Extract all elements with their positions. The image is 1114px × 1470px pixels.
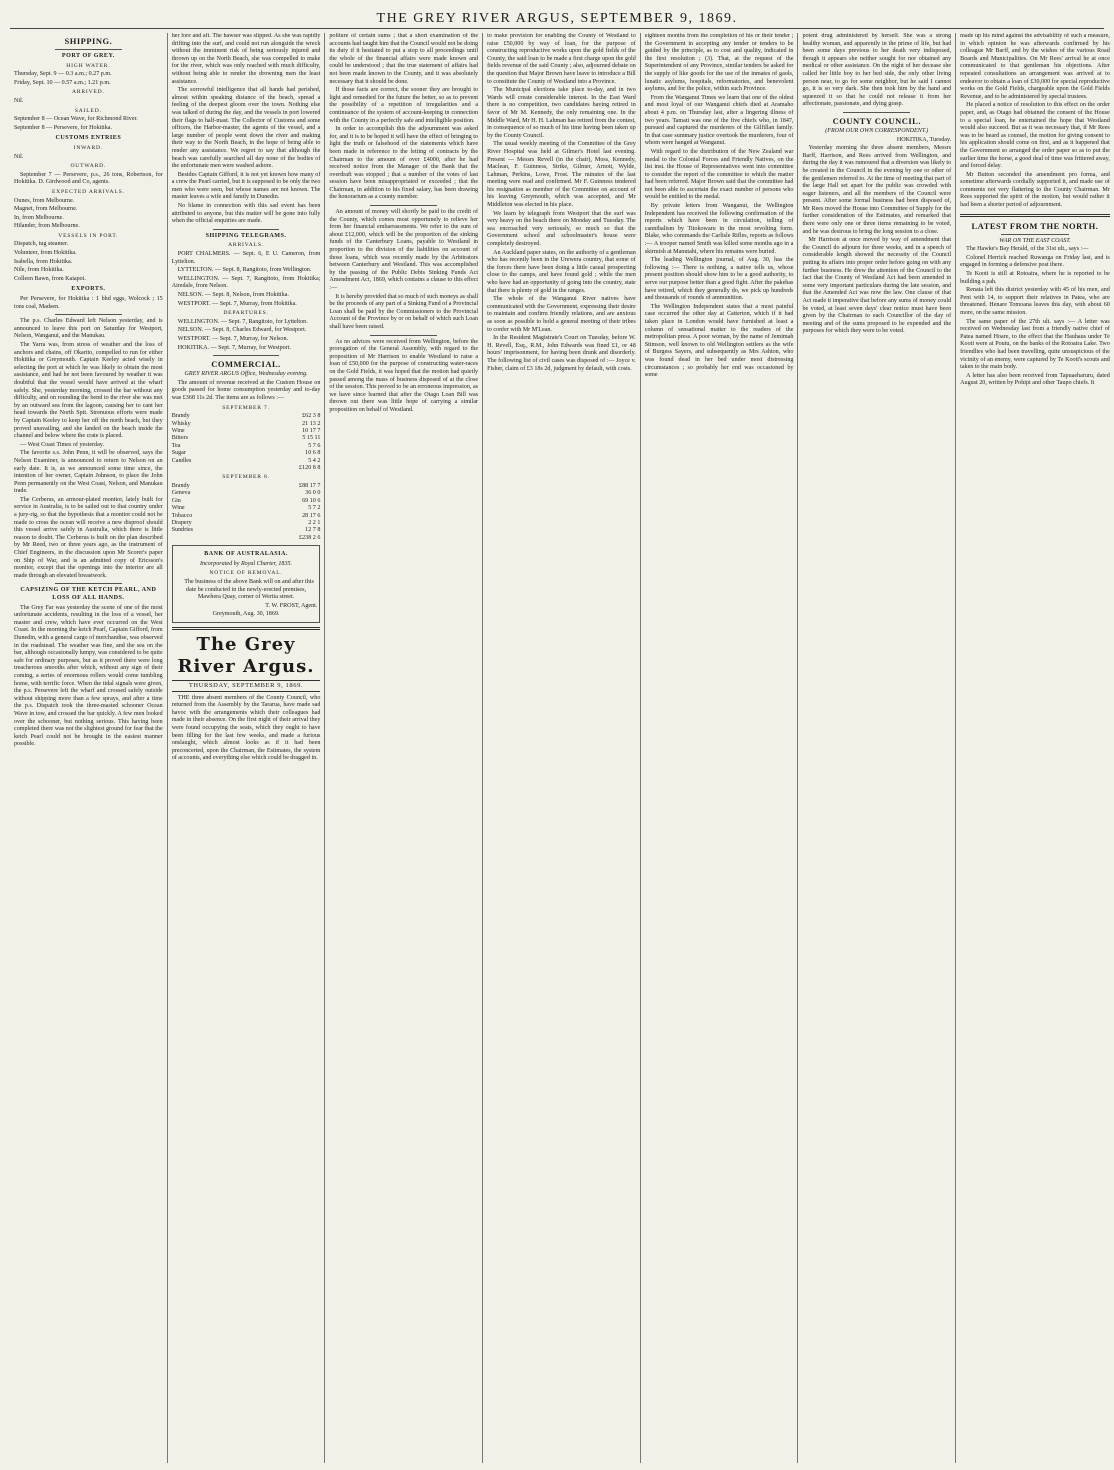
county-council-heading: COUNTY COUNCIL. (832, 115, 921, 126)
outward-text: September 7 — Persevere, p.s., 26 tons, Robertson, for Hokitika. D. Girdwood and Co, agents. (14, 171, 163, 186)
page-masthead: THE GREY RIVER ARGUS, SEPTEMBER 9, 1869. (10, 10, 1104, 29)
exports-text: Per Persevere, for Hokitika : 1 bhd eggs, Wolcock ; 15 tons coal, Madsen. (14, 296, 163, 310)
article-paragraph: to make provision for enabling the County of Westland to raise £50,000 by way of loan, for the purpose of constructing reproductive works upon the gold fields of the County, the said loan to be made a first charge upon the gold fields revenue of the said County ; also, adjourned debate on the question that Major Brown have leave to introduce a Bill to constitute the County of Westland into a Province. (487, 33, 636, 85)
exports-heading: EXPORTS. (71, 286, 106, 293)
column-1 (10, 33, 168, 1463)
article-paragraph: The same paper of the 27th ult. says :— A letter was received on Wednesday last from a friendly native chief of Patea named Hoare, to the effect that the Hauhaus under Te Kooti were at Poutu, on the banks of the Rotoaira Lake. Two friendlies who had been travelling, quite unsuspicious of the vicinity of an enemy, were captured by Te Kooti's scouts and taken to the main body. (960, 318, 1110, 371)
article-paragraph: Yesterday morning the three absent members, Messrs Barff, Harrison, and Rees arrived from Wellington, and during the day it was rumoured that a diversion was likely to be created in the Council in the evening by one or other of the gentlemen referred to. At the time of meeting that part of the large Hall set apart for the public was crowded with eager listeners, and all the members of the Council were present. After some formal business had been disposed of, Mr Rees moved the House into Committee of Supply for the further consideration of the Estimates, and remarked that there were only one or three items remaining to be voted, and he was desirous to bring the long session to a close. (802, 145, 952, 235)
capsize-heading: CAPSIZING OF THE KETCH PEARL, AND LOSS OF ALL HANDS. (20, 587, 157, 601)
port-heading: PORT OF GREY. (61, 53, 115, 59)
ledger-total: £238 2 6 (299, 534, 321, 541)
article-paragraph: We learn by telegraph from Westport that the surf was very heavy on the beach there on Monday and Tuesday. The sea encroached very seriously, so much so that the Government school and schoolmaster's house were completely destroyed. (487, 210, 636, 248)
divider (55, 49, 122, 50)
article-paragraph: politure of certain sums ; that a short examination of the accounts had taught him that the Council would not be doing its duty if it hesitated to put a stop to all proceedings until the whole of the financial affairs were made known and could be understood ; that the true statement of affairs had not been made known to the County, and it was absolutely necessary that it should be done. (329, 33, 479, 85)
high-water-line: Thursday, Sept. 9 — 0.3 a.m.; 0.27 p.m. (14, 71, 112, 78)
article-paragraph: An amount of money will shortly be paid to the credit of the County, which comes most opportunely to relieve her from her financial embarrassments. We refer to the sum of about £12,000, which will be the proportion of the sinking funds of the Canterbury Loans, payable to Westland in proportion to the division of the liabilities on account of those loans, which was recently made by the Arbitrators between Canterbury and Westland. This was accomplished by the passing of the Public Debts Sinking Funds Act Amendment Act, 1869, which contains a clause to this effect :— (329, 209, 479, 291)
telegram-line: WELLINGTON. — Sept. 7, Rangitoto, for Lyttelton. (177, 318, 308, 325)
inward-label: INWARD. (73, 144, 104, 151)
article-paragraph: Renata left this district yesterday with 45 of his men, and Peni with 14, to support their relatives in Patea, who are threatened. Henare Tomoana leaves this day, with about 60 more, on the same mission. (960, 287, 1110, 316)
article-paragraph: A letter has also been received from Tapuaeharuru, dated August 20, written by Pohipi and other Taupo chiefs. It (960, 372, 1110, 387)
column-5 (641, 33, 799, 1463)
article-paragraph: eighteen months from the completion of his or their tender ; the Government in accepting any tender or tenders to be guided by the principle, as to cost and quality, indicated in the first resolution ; (3). That, at the request of the Superintendent of any Province, similar tenders be asked for the supply of like goods for the use of the inmates of gaols, lunatic asylums, hospitals, reformatories, and benevolent asylums, and for the police, within such Province. (644, 33, 794, 93)
sep8-label: SEPTEMBER 8. (222, 474, 270, 481)
revenue-table-sep8 (172, 483, 321, 542)
telegrams-heading: SHIPPING TELEGRAMS. (205, 232, 287, 239)
high-water-line: Friday, Sept. 10 — 0.57 a.m.; 1.21 p.m. (14, 79, 111, 86)
article-paragraph: her fore and aft. The hawser was slipped. As she was rapidly drifting into the surf, and could not run alongside the wreck without the imminent risk of being seriously injured and thrown up on the North Beach, she was compelled to make for the river, which was only reached with much difficulty, without being able to render the drowning men the least assistance. (171, 33, 321, 85)
issue-date: THURSDAY, SEPTEMBER 9, 1869. (172, 680, 321, 692)
telegram-line: PORT CHALMERS. — Sept. 6, E U. Cameron, from Lyttelton. (171, 251, 321, 265)
ledger-row: Whisky 21 13 2 (171, 420, 321, 427)
column-7 (956, 33, 1114, 1463)
expected-label: EXPECTED ARRIVALS. (51, 188, 125, 195)
war-subheading: WAR ON THE EAST COAST. (999, 237, 1071, 244)
sailed-line: September 8 — Ocean Wave, for Richmond River. (14, 116, 138, 123)
ledger-row: Brandy £62 3 8 (171, 413, 321, 420)
inward-text: Nil. (14, 153, 24, 160)
column-6 (798, 33, 956, 1463)
sailed-label: SAILED. (74, 107, 102, 114)
in-port-line: Isabella, from Hokitika. (14, 258, 73, 265)
double-rule (960, 214, 1110, 217)
bank-incorporated: Incorporated by Royal Charter, 1835. (199, 560, 293, 567)
expected-line: Magnet, from Melbourne. (14, 206, 78, 213)
article-paragraph: Colonel Herrick reached Ruwanga on Friday last, and is engaged in forming a defensive post there. (960, 254, 1110, 269)
latest-north-heading: LATEST FROM THE NORTH. (971, 220, 1099, 231)
in-port-line: Colleen Bawn, from Kaiapoi. (14, 275, 86, 282)
article-source: — West Coast Times of yesterday. (20, 441, 104, 448)
telegram-line: WESTPORT. — Sept. 7, Murray, for Nelson. (177, 335, 289, 342)
column-layout (10, 33, 1110, 1463)
bank-notice (172, 545, 321, 623)
ledger-row: Tobacco 28 17 6 (171, 512, 321, 519)
bank-notice-body: The business of the above Bank will on and after this date be conducted in the newly-erected premises, Mawhera Quay, corner of Werita street. (184, 579, 314, 601)
article-paragraph: The Grey Far was yesterday the scene of one of the most unfortunate accidents, resulting in the loss of a vessel, her master and crew, which have ever occurred on the West Coast. In the morning the ketch Pearl, Captain Gifford, from Dunedin, with a general cargo of merchandise, was observed in the roadstead. The weather was fine, and the sea on the bar, although occasionally lumpy, was considered to be quite safe for ordinary purposes, but as it proved there were long treacherous smooths after which, without any sign of their coming, a series of enormous rollers would come tumbling home, with terrific force. When the tidal signals were given, the p.s. Persevere left the wharf and crossed safely outside without shipping more than a few sprays, and after a time the p.s. Dispatch took the three-masted schooner Ocean Wave in tow, and crossed the bar quickly. A few men looked over the schooner, but nothing serious. This having been completed there was not the slightest ground for fear that the ketch Pearl could not be brought in the easiest manner possible. (14, 604, 163, 748)
leader-paragraph: THE three absent members of the County Council, who returned from the Assembly by the Tararua, have made sad havoc with the arrangements which their colleagues had made in their absence. On the first night of their arrival they were found occupying the seats, which they ought to have been filling for the last few weeks, and made a furious onslaught, which almost looks as if it had been preconcerted, upon the Chairman, the Estimates, the system of accounts, and everything else which could be dragged in. (171, 694, 321, 762)
bank-signature: T. W. FROST, Agent. (265, 602, 318, 609)
telegram-line: WELLINGTON. — Sept. 7, Rangitoto, from Hokitika; Airedale, from Nelson. (171, 275, 321, 290)
revenue-table-sep7 (172, 413, 321, 472)
commercial-dateline: GREY RIVER ARGUS Office, Wednesday evening. (184, 371, 308, 378)
divider (843, 112, 910, 113)
ledger-row: Geneva 36 0 0 (171, 490, 321, 497)
column-3 (325, 33, 483, 1463)
article-paragraph: As no advices were received from Wellington, before the prorogation of the General Assembly, with regard to the proposition of Mr Harrison to enable Westland to raise a loan of £50,000 for the purpose of constructing water-races on the Gold Fields, it was hoped that the motion had quietly passed among the mass of business disposed of at the close of the session. This proved to be an erroneous impression, as we have since learned that after the Otago Loan Bill was thrown out there was little hope of carrying a similar proposition on behalf of Westland. (329, 338, 479, 413)
ledger-row: Brandy £88 17 7 (171, 482, 321, 489)
article-paragraph: The Municipal elections take place to-day, and in two Wards will create considerable interest. In the East Ward there is no competition, two candidates having retired in favor of Mr M. Kennedy, the only remaining one. In the Middle Ward, Mr H. H. Lahman has retired from the contest, in consequence of so much of his time having been taken up by the County Council. (487, 87, 636, 139)
expected-line: Hilander, from Melbourne. (14, 223, 80, 230)
arrivals-label: ARRIVALS. (228, 242, 264, 249)
divider (213, 355, 280, 356)
arrived-label: ARRIVED. (72, 89, 105, 96)
telegram-line: WESTPORT. — Sept. 7, Murray, from Hokitika. (177, 300, 297, 307)
article-paragraph: The whole of the Wanganui River natives have communicated with the Government, expressing their desire to maintain and confirm friendly relations, and are anxious as soon as possible to hold a general meeting of their tribes to confer with Mr M'Lean. (487, 296, 636, 333)
newspaper-title: The Grey River Argus. (177, 633, 315, 677)
expected-line: In, from Melbourne. (14, 214, 64, 221)
commercial-paragraph: The amount of revenue received at the Custom House on goods passed for home consumption yesterday and to-day was £368 11s 2d. The items are as follows :— (171, 379, 321, 401)
commercial-heading: COMMERCIAL. (211, 359, 281, 370)
expected-line: Ounes, from Melbourne. (14, 197, 75, 204)
article-paragraph: In the Resident Magistrate's Court on Tuesday, before W. H. Revell, Esq., R.M., John Edwards was fined £1, or 48 hours' imprisonment, for having been drunk and disorderly. The following list of civil cases was disposed of :— Joyce v. Fisher, claim of £3 18s 2d, judgment by default, with costs. (487, 335, 636, 372)
telegram-line: NELSON. — Sept. 8, Nelson, from Hokitika. (177, 292, 289, 298)
article-paragraph: An Auckland paper states, on the authority of a gentleman who has recently been in the Urewera country, that some of the forces there have been doing a little casual prospecting close to the camps, and have found gold ; while the men who have had an opportunity of going into the country, state that there is plenty of gold in the ranges. (487, 249, 636, 294)
article-paragraph: With regard to the distribution of the New Zealand war medal to the Colonial Forces and Friendly Natives, on the list inst. the House of Representatives went into committee to consider the report of the committee to which the matter had been referred. Major Brown said that the committee had not been able to ascertain the exact number of persons who would be entitled to the medal. (644, 148, 794, 201)
ledger-row: Sundries 12 7 8 (171, 527, 321, 534)
column-4 (483, 33, 641, 1463)
article-paragraph: The sorrowful intelligence that all hands had perished, almost within speaking distance of the beach, spread a feeling of the deepest gloom over the town. Nothing else was talked of during the day, and the vessels in port lowered their flags to half-mast. The Collector of Customs and some officers, the Harbor-master, the agents of the vessel, and a large number of people went down the river and making their way to the North Beach, in the hope of being able to render any assistance. We regret to say that although the beach was carefully searched all day none of the bodies of the unfortunate men were washed ashore. (171, 87, 321, 170)
bank-heading: BANK OF AUSTRALASIA. (204, 551, 288, 558)
ledger-row: Gin 69 10 6 (171, 497, 321, 504)
article-paragraph: Besides Captain Gifford, it is not yet known how many of a crew the Pearl carried, but it is supposed to be only the two men who were seen, but whose names are not known. The master leaves a wife and family in Dunedin. (171, 171, 321, 201)
bank-notice-title: NOTICE OF REMOVAL. (209, 570, 283, 577)
article-paragraph: He placed a notice of resolution to this effect on the order paper, and, as Otago had obtained the consent of the House to a special loan, he entertained the hope that Westland would also succeed. But as it was necessary that, if Mr Rees was to be heard as counsel, the motion for giving consent to his application should come on first, and as it happened that the Government so arranged the order paper so as to put the earlier time the horse, a good deal of time was frittered away, and forced delay. (960, 102, 1110, 170)
customs-heading: CUSTOMS ENTRIES (55, 135, 122, 142)
ledger-row: Tea 5 7 6 (171, 442, 321, 449)
sep7-label: SEPTEMBER 7. (222, 404, 270, 411)
article-paragraph: Mr Button seconded the amendment pro forma, and sometime afterwards cordially supported it, and made use of comments not very flattering to the County Chairman. Mr Rees supported the spirit of the motion, but would rather it had been a shorter period of adjournment. (960, 171, 1110, 209)
article-paragraph: By private letters from Wanganui, the Wellington Independent has received the following confirmation of the reports which have been in circulation, telling of cannibalism by Titokowaru in the most revolting form. Blake, who commands the Carlisle Rifles, reports as follows :— A trooper named Smith was killed some months ago in a skirmish at Manutahi, where his remains were buried. (644, 203, 794, 255)
article-paragraph: Mr Harrison at once moved by way of amendment that the Council do adjourn for three weeks, and in a speech of considerable length showed the necessity of the Council putting its affairs into proper order before going on with any further business. He drew the attention of the Council to the fact that the County of Westland Act had been amended in some very important particulars during the late session, and that the Amended Act was now the law. One clause of that Act made it imperative that before any sums of money could be voted, at least seven days' clear notice must have been given by the Chairman to each Councillor of the day of meeting and of the sums proposed to be expended and the purposes for which they were to be voted. (802, 237, 952, 335)
ledger-row: Bitters 5 15 11 (171, 435, 321, 442)
divider (55, 583, 122, 584)
divider (370, 205, 437, 206)
ledger-row: Candles 5 4 2 (171, 457, 321, 464)
article-paragraph: The usual weekly meeting of the Committee of the Grey River Hospital was held at Gilmer's Hotel last evening. Present — Messrs Revell (in the chair), Moss, Kennedy, Maclean, F. Guinness, Strike, Gilmer, Arnott, Wylde, Lahman, Perkins, Lowe, Frost. The minutes of the last meeting were read and confirmed. Mr F. Guinness tendered his resignation as member of the Committee on account of his leaving Greymouth, which was accepted, and Mr Middleton was elected in his place. (487, 141, 636, 209)
article-paragraph: It is hereby provided that so much of such moneys as shall be the proceeds of any part of a Sinking Fund of a Provincial Loan shall be paid by the Commissioners to the Provincial Account of the Province by or on behalf of which such Loan shall have been raised. (329, 293, 479, 330)
article-paragraph: The Wellington Independent states that a most painful case occurred the other day at Catterton, which if it had taken place in London would have furnished at least a column of sensational matter to the readers of the metropolitan press. A poor woman, by the name of Jemimah Stimson, well known to old Wellington settlers as the wife of Burgess Sayers, and subsequently as Mrs Ashton, who was found dead in her bed under most distressing circumstances ; so probably her end was occasioned by some (644, 303, 794, 379)
double-rule (172, 627, 321, 630)
divider (370, 335, 437, 336)
bank-date: Greymouth, Aug. 30, 1869. (212, 611, 280, 618)
article-paragraph: made up his mind against the advisability of such a measure, in which opinion he was afterwards confirmed by his colleague Mr Barff, and by the wishes of the various Road Boards and Municipalities. On Mr Rees' arrival he at once communicated to that gentleman his objections. After repeated consultations an arrangement was arrived at to endeavor to obtain a loan of £30,000 for special reproductive works on the Gold Fields, chargeable upon the Gold Fields Revenue, and to be administered by special trustees. (960, 33, 1110, 100)
article-paragraph: The Yarra was, from stress of weather and the loss of anchors and chains, off Okarito, compelled to run for either Hokitika or Greymouth. Captain Keeley acted wisely in selecting the port at which he was likely to obtain the most assistance, and had he not been favoured by weather it was doubtful that the vessel would have arrived at the wharf safely. She, yesterday morning, crossed the bar without any difficulty, and on rounding the bend to the river she was met by an outward sea from the lagoon, causing her to cant her head towards the North Spit. Strenuous efforts were made by Captain Keeley to keep her off the north beach, but they proved unavailing, and she landed on the beach inside the channel and below where the crate is placed. (14, 342, 163, 440)
article-paragraph: If those facts are correct, the sooner they are brought to light and remedied for the future the better, so as to prevent the possibility of a repetition of irregularities and a continuance of the system of account-keeping in connection with the County in a perfectly safe and intelligible position. (329, 87, 479, 124)
article-paragraph: From the Wanganui Times we learn that one of the oldest and most loyal of our Wanganui chiefs died at Aramaho about 4 p.m. on Thursday last, after a lingering illness of two years. Tamati was one of the five chiefs who, in 1847, pursued and captured the murderers of the Gilfillan family. In that case summary justice overtook the murderers, four of whom were hanged at Wanganui. (644, 94, 794, 147)
shipping-heading: SHIPPING. (64, 36, 113, 46)
ledger-total: £120 8 8 (299, 464, 321, 471)
telegram-line: NELSON. — Sept. 8, Charles Edward, for Westport. (177, 327, 307, 334)
article-paragraph: The favorite s.s. John Penn, it will be observed, says the Nelson Examiner, is announced to return to Nelson on an early date. It is, as we announced some time since, the intention of her owner, Captain Johnson, to place the John Penn permanently on the West Coast, Nelson, and Manukau trade. (14, 450, 163, 495)
council-byline: (FROM OUR OWN CORRESPONDENT.) (825, 127, 929, 134)
telegram-line: LYTTELTON. — Sept. 8, Rangitoto, from Wellington. (177, 267, 312, 274)
arrived-text: Nil. (14, 97, 24, 104)
in-port-line: Volunteer, from Hokitika. (14, 250, 77, 257)
in-port-line: Dispatch, tug steamer. (14, 241, 69, 248)
in-port-line: Nile, from Hokitika. (14, 267, 64, 274)
article-paragraph: The leading Wellington journal, of Aug. 30, has the following :— There is nothing, a native tells us, whose present position should show him to be a good authority, to serve our purpose better than a good fight. After the pakehas have retired, which they generally do, we pick up hundreds and thousands of rounds of ammunition. (644, 257, 794, 302)
column-2 (168, 33, 326, 1463)
outward-label: OUTWARD. (70, 163, 107, 170)
telegram-line: HOKITIKA. — Sept. 7, Murray, for Westport. (177, 344, 291, 351)
ledger-row: Sugar 10 6 8 (171, 450, 321, 457)
council-dateline: HOKITIKA, Tuesday. (896, 136, 952, 143)
article-paragraph: The Cerberus, an armour-plated monitor, lately built for service in Australia, is to be sailed out to that country under a jury-rig, so that the hypothesis that a monitor could not be made to cross the ocean will receive a new disproof should this vessel arrive safely in Australia, which there is little reason to doubt. The Cerberus is built on the plan described by Mr Reed, two or three years ago, as the instrument of Chief Engineers, in the discussion upon Mr Scorer's paper on Ship of War, and is an admitted copy of Ericsson's monitor, except that the openings into the interior are all made through an elevated breastwork. (14, 496, 163, 579)
ledger-row: Drapery 2 2 1 (171, 520, 321, 526)
departures-label: DEPARTURES. (223, 310, 269, 317)
divider (55, 314, 122, 315)
divider (1001, 234, 1068, 235)
high-water-label: HIGH WATER. (66, 62, 111, 69)
article-paragraph: potent drug administered by herself. She was a strong healthy woman, and apparently in the prime of life, but had been some days previous to her death very indisposed, though it appears she neither sought for nor obtained any medical or other assistance. On the night of her decease she called her little boy to her bed side, the only other living person near, to go for some neighbor, but he said I cannot go, it is so very dark. She then took him by the hand and squeezed it so that he could not release it from her affectionate, passionate, and dying grasp. (802, 33, 952, 108)
in-port-label: VESSELS IN PORT. (58, 232, 119, 239)
article-source: The Hawke's Bay Herald, of the 31st ult., says :— (966, 246, 1089, 253)
ledger-row: Wine 10 17 7 (171, 427, 321, 434)
article-paragraph: In order to accomplish this the adjournment was asked for, and it is to be hoped it will have the effect of bringing to light the truth or falsehood of the statements which have been made in reference to the letting of contracts by the Chairman to the amount of over £4000, after he had received notice from the Manager of the Bank that the overdraft was stopped ; that a number of the votes of last session have been misappropriated or exceeded ; that the Chairman, in addition to his fixed salary, has been drawing the honorarium as a county member. (329, 126, 479, 201)
sailed-line: September 8 — Persevere, for Hokitika. (14, 124, 112, 131)
article-paragraph: Te Kooti is still at Rotoaira, where he is reported to be building a pah. (960, 271, 1110, 285)
article-paragraph: No blame in connection with this sad event has been attributed to anyone, but this matter will be gone into fully when the official enquiries are made. (171, 203, 321, 225)
ledger-row: Wine 5 7 2 (171, 505, 321, 512)
article-paragraph: The p.s. Charles Edward left Nelson yesterday, and is announced to leave this port on Saturday for Westport, Nelson, Wanganui, and the Manukau. (14, 318, 163, 340)
divider (213, 229, 280, 230)
